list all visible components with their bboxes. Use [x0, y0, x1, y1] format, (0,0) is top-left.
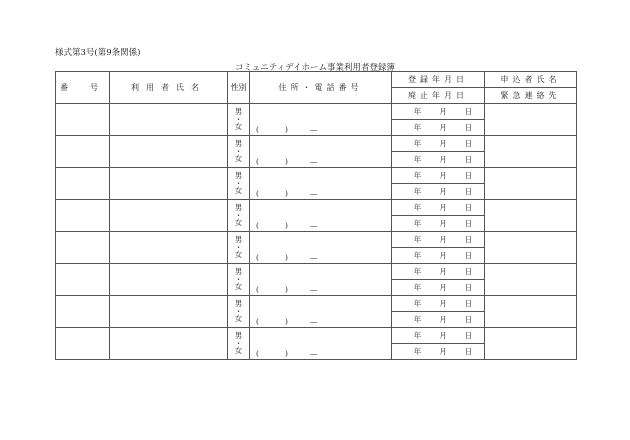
- day-label: 日: [464, 171, 473, 180]
- applicant-contact-cell[interactable]: [485, 264, 577, 296]
- year-label: 年: [413, 267, 422, 276]
- user-name-cell[interactable]: [110, 136, 228, 168]
- sex-cell[interactable]: [228, 296, 250, 328]
- abolition-date-cell[interactable]: [392, 120, 485, 136]
- number-cell[interactable]: [56, 264, 110, 296]
- phone-open: (: [256, 317, 259, 326]
- sex-male: 男: [234, 171, 243, 181]
- phone-open: (: [256, 221, 259, 230]
- sex-male: 男: [234, 235, 243, 245]
- number-cell[interactable]: [56, 200, 110, 232]
- registration-date-cell[interactable]: [392, 136, 485, 152]
- day-label: 日: [464, 267, 473, 276]
- sex-male: 男: [234, 107, 243, 117]
- sex-female: 女: [234, 218, 243, 228]
- phone-close: ): [284, 317, 288, 326]
- year-label: 年: [413, 123, 422, 132]
- year-label: 年: [413, 331, 422, 340]
- header-abolition-date: 廃止年月日: [392, 88, 485, 104]
- phone-close: ): [284, 189, 288, 198]
- user-name-cell[interactable]: [110, 296, 228, 328]
- table-row: [56, 232, 577, 248]
- sex-dot: ・: [234, 306, 243, 316]
- sex-female: 女: [234, 122, 243, 132]
- sex-cell[interactable]: [228, 328, 250, 360]
- day-label: 日: [464, 187, 473, 196]
- year-label: 年: [413, 315, 422, 324]
- abolition-date-cell[interactable]: [392, 344, 485, 360]
- header-user-name: 利用者氏名: [110, 72, 228, 104]
- sex-female: 女: [234, 154, 243, 164]
- applicant-contact-cell[interactable]: [485, 168, 577, 200]
- table-row: [56, 328, 577, 344]
- address-phone-cell[interactable]: [250, 168, 392, 200]
- phone-dash: —: [309, 125, 318, 134]
- sex-female: 女: [234, 346, 243, 356]
- month-label: 月: [439, 107, 447, 116]
- phone-close: ): [284, 221, 288, 230]
- month-label: 月: [439, 251, 447, 260]
- year-label: 年: [413, 155, 422, 164]
- sex-dot: ・: [234, 210, 243, 220]
- phone-dash: —: [309, 189, 318, 198]
- day-label: 日: [464, 155, 473, 164]
- applicant-contact-cell[interactable]: [485, 328, 577, 360]
- header-applicant-name: 申込者氏名: [485, 72, 577, 88]
- sex-female: 女: [234, 282, 243, 292]
- number-cell[interactable]: [56, 136, 110, 168]
- year-label: 年: [413, 299, 422, 308]
- address-phone-cell[interactable]: [250, 296, 392, 328]
- table-row: [56, 136, 577, 152]
- phone-dash: —: [309, 253, 318, 262]
- phone-dash: —: [309, 221, 318, 230]
- month-label: 月: [439, 331, 447, 340]
- day-label: 日: [464, 219, 473, 228]
- sex-male: 男: [234, 299, 243, 309]
- sex-female: 女: [234, 250, 243, 260]
- abolition-date-cell[interactable]: [392, 184, 485, 200]
- table-row: [56, 200, 577, 216]
- year-label: 年: [413, 203, 422, 212]
- address-phone-cell[interactable]: [250, 200, 392, 232]
- address-phone-cell[interactable]: [250, 136, 392, 168]
- register-body: [56, 104, 577, 360]
- registration-date-cell[interactable]: [392, 264, 485, 280]
- address-phone-cell[interactable]: [250, 264, 392, 296]
- sex-dot: ・: [234, 114, 243, 124]
- month-label: 月: [439, 123, 447, 132]
- month-label: 月: [439, 203, 447, 212]
- applicant-contact-cell[interactable]: [485, 104, 577, 136]
- sex-dot: ・: [234, 274, 243, 284]
- user-name-cell[interactable]: [110, 264, 228, 296]
- month-label: 月: [439, 139, 447, 148]
- abolition-date-cell[interactable]: [392, 216, 485, 232]
- sex-male: 男: [234, 203, 243, 213]
- header-emergency-contact: 緊急連絡先: [485, 88, 577, 104]
- phone-open: (: [256, 157, 259, 166]
- phone-open: (: [256, 285, 259, 294]
- month-label: 月: [439, 283, 447, 292]
- applicant-contact-cell[interactable]: [485, 232, 577, 264]
- day-label: 日: [464, 139, 473, 148]
- sex-cell[interactable]: [228, 200, 250, 232]
- phone-dash: —: [309, 157, 318, 166]
- day-label: 日: [464, 235, 473, 244]
- page-title: コミュニティデイホーム事業利用者登録簿: [234, 63, 396, 73]
- phone-open: (: [256, 189, 259, 198]
- year-label: 年: [413, 251, 422, 260]
- phone-close: ): [284, 285, 288, 294]
- user-name-cell[interactable]: [110, 232, 228, 264]
- header-sex: 性別: [228, 72, 250, 104]
- phone-dash: —: [309, 285, 318, 294]
- sex-male: 男: [234, 267, 243, 277]
- abolition-date-cell[interactable]: [392, 280, 485, 296]
- month-label: 月: [439, 155, 447, 164]
- phone-open: (: [256, 253, 259, 262]
- month-label: 月: [439, 315, 447, 324]
- month-label: 月: [439, 235, 447, 244]
- form-number: 様式第3号(第9条関係): [55, 48, 141, 58]
- year-label: 年: [413, 187, 422, 196]
- day-label: 日: [464, 331, 473, 340]
- year-label: 年: [413, 347, 422, 356]
- sex-female: 女: [234, 186, 243, 196]
- month-label: 月: [439, 299, 447, 308]
- number-cell[interactable]: [56, 296, 110, 328]
- table-row: [56, 264, 577, 280]
- abolition-date-cell[interactable]: [392, 248, 485, 264]
- registration-date-cell[interactable]: [392, 104, 485, 120]
- day-label: 日: [464, 107, 473, 116]
- year-label: 年: [413, 283, 422, 292]
- sex-dot: ・: [234, 178, 243, 188]
- phone-open: (: [256, 125, 259, 134]
- day-label: 日: [464, 251, 473, 260]
- table-row: [56, 104, 577, 120]
- registration-date-cell[interactable]: [392, 296, 485, 312]
- year-label: 年: [413, 171, 422, 180]
- phone-dash: —: [309, 317, 318, 326]
- year-label: 年: [413, 107, 422, 116]
- year-label: 年: [413, 219, 422, 228]
- phone-close: ): [284, 125, 288, 134]
- table-row: [56, 296, 577, 312]
- applicant-contact-cell[interactable]: [485, 296, 577, 328]
- user-name-cell[interactable]: [110, 104, 228, 136]
- user-name-cell[interactable]: [110, 168, 228, 200]
- user-name-cell[interactable]: [110, 200, 228, 232]
- sex-male: 男: [234, 139, 243, 149]
- table-row: [56, 168, 577, 184]
- month-label: 月: [439, 187, 447, 196]
- day-label: 日: [464, 123, 473, 132]
- year-label: 年: [413, 235, 422, 244]
- sex-dot: ・: [234, 338, 243, 348]
- number-cell[interactable]: [56, 104, 110, 136]
- sex-cell[interactable]: [228, 168, 250, 200]
- year-label: 年: [413, 139, 422, 148]
- month-label: 月: [439, 219, 447, 228]
- day-label: 日: [464, 283, 473, 292]
- month-label: 月: [439, 171, 447, 180]
- day-label: 日: [464, 347, 473, 356]
- abolition-date-cell[interactable]: [392, 152, 485, 168]
- user-name-cell[interactable]: [110, 328, 228, 360]
- day-label: 日: [464, 299, 473, 308]
- sex-cell[interactable]: [228, 136, 250, 168]
- registration-date-cell[interactable]: [392, 168, 485, 184]
- sex-cell[interactable]: [228, 104, 250, 136]
- sex-dot: ・: [234, 146, 243, 156]
- month-label: 月: [439, 347, 447, 356]
- register-table: [55, 71, 577, 360]
- sex-cell[interactable]: [228, 264, 250, 296]
- abolition-date-cell[interactable]: [392, 312, 485, 328]
- applicant-contact-cell[interactable]: [485, 200, 577, 232]
- day-label: 日: [464, 315, 473, 324]
- month-label: 月: [439, 267, 447, 276]
- phone-open: (: [256, 349, 259, 358]
- address-phone-cell[interactable]: [250, 328, 392, 360]
- address-phone-cell[interactable]: [250, 232, 392, 264]
- phone-close: ): [284, 253, 288, 262]
- phone-dash: —: [309, 349, 318, 358]
- sex-male: 男: [234, 331, 243, 341]
- header-registration-date: 登録年月日: [392, 72, 485, 88]
- day-label: 日: [464, 203, 473, 212]
- sex-female: 女: [234, 314, 243, 324]
- registration-date-cell[interactable]: [392, 232, 485, 248]
- header-number: 番 号: [56, 72, 110, 104]
- sex-dot: ・: [234, 242, 243, 252]
- header-address-phone: 住所・電話番号: [250, 72, 392, 104]
- address-phone-cell[interactable]: [250, 104, 392, 136]
- applicant-contact-cell[interactable]: [485, 136, 577, 168]
- number-cell[interactable]: [56, 168, 110, 200]
- number-cell[interactable]: [56, 232, 110, 264]
- phone-close: ): [284, 157, 288, 166]
- registration-date-cell[interactable]: [392, 328, 485, 344]
- number-cell[interactable]: [56, 328, 110, 360]
- phone-close: ): [284, 349, 288, 358]
- registration-date-cell[interactable]: [392, 200, 485, 216]
- sex-cell[interactable]: [228, 232, 250, 264]
